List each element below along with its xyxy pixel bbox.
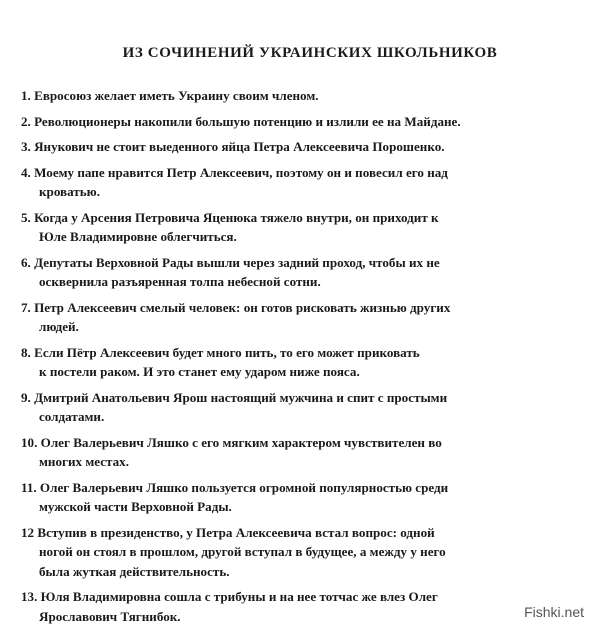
item-line-continuation: к постели раком. И это станет ему ударом ниже пояса. <box>39 364 360 379</box>
list-item <box>21 478 591 517</box>
list-item <box>21 587 591 626</box>
item-line: 2. Революционеры накопили большую потенцию и излили ее на Майдане. <box>21 113 461 129</box>
list-item <box>21 253 591 292</box>
list-item <box>21 298 591 337</box>
item-line-continuation: многих местах. <box>39 454 129 469</box>
item-line-continuation: была жуткая действительность. <box>39 563 230 579</box>
item-line: 5. Когда у Арсения Петровича Яценюка тяжело внутри, он приходит к <box>21 209 439 225</box>
list-item <box>21 433 591 472</box>
item-line: 6. Депутаты Верховной Рады вышли через задний проход, чтобы их не <box>21 254 440 270</box>
list-item <box>21 388 591 427</box>
item-line: 7. Петр Алексеевич смелый человек: он готов рисковать жизнью других <box>21 299 451 315</box>
item-line: 11. Олег Валерьевич Ляшко пользуется огромной популярностью среди <box>21 479 449 495</box>
item-line-continuation: ногой он стоял в прошлом, другой вступал в будущее, а между у него <box>39 544 446 559</box>
watermark: Fishki.net <box>524 604 584 620</box>
list-item <box>21 523 591 582</box>
item-line: 9. Дмитрий Анатольевич Ярош настоящий мужчина и спит с простыми <box>21 389 448 405</box>
item-line: 4. Моему папе нравится Петр Алексеевич, поэтому он и повесил его над <box>21 164 448 180</box>
list-item <box>21 208 591 247</box>
item-line: 13. Юля Владимировна сошла с трибуны и на нее тотчас же влез Олег <box>21 589 438 604</box>
item-line-continuation: Ярославович Тягнибок. <box>39 608 181 624</box>
item-line-continuation: кроватью. <box>39 184 100 199</box>
item-line: 12 Вступив в президенство, у Петра Алексеевича встал вопрос: одной <box>21 524 435 540</box>
document-title: ИЗ СОЧИНЕНИЙ УКРАИНСКИХ ШКОЛЬНИКОВ <box>122 45 498 61</box>
item-line-continuation: людей. <box>39 319 79 334</box>
list-item <box>21 163 591 202</box>
list-item <box>21 343 591 382</box>
item-line-continuation: Юле Владимировне облегчиться. <box>39 229 237 244</box>
list-item <box>21 137 591 157</box>
item-line: 3. Янукович не стоит выеденного яйца Петра Алексеевича Порошенко. <box>21 139 445 154</box>
quotes-list <box>21 86 591 630</box>
item-line: 8. Если Пётр Алексеевич будет много пить, то его может приковать <box>21 344 420 360</box>
item-line-continuation: осквернила разъяренная толпа небесной сотни. <box>39 274 321 289</box>
list-item <box>21 112 591 132</box>
item-line: 10. Олег Валерьевич Ляшко с его мягким характером чувствителен во <box>21 434 442 450</box>
item-line: 1. Евросоюз желает иметь Украину своим членом. <box>21 88 319 103</box>
list-item <box>21 86 591 106</box>
item-line-continuation: солдатами. <box>39 409 105 424</box>
item-line-continuation: мужской части Верховной Рады. <box>39 499 232 514</box>
